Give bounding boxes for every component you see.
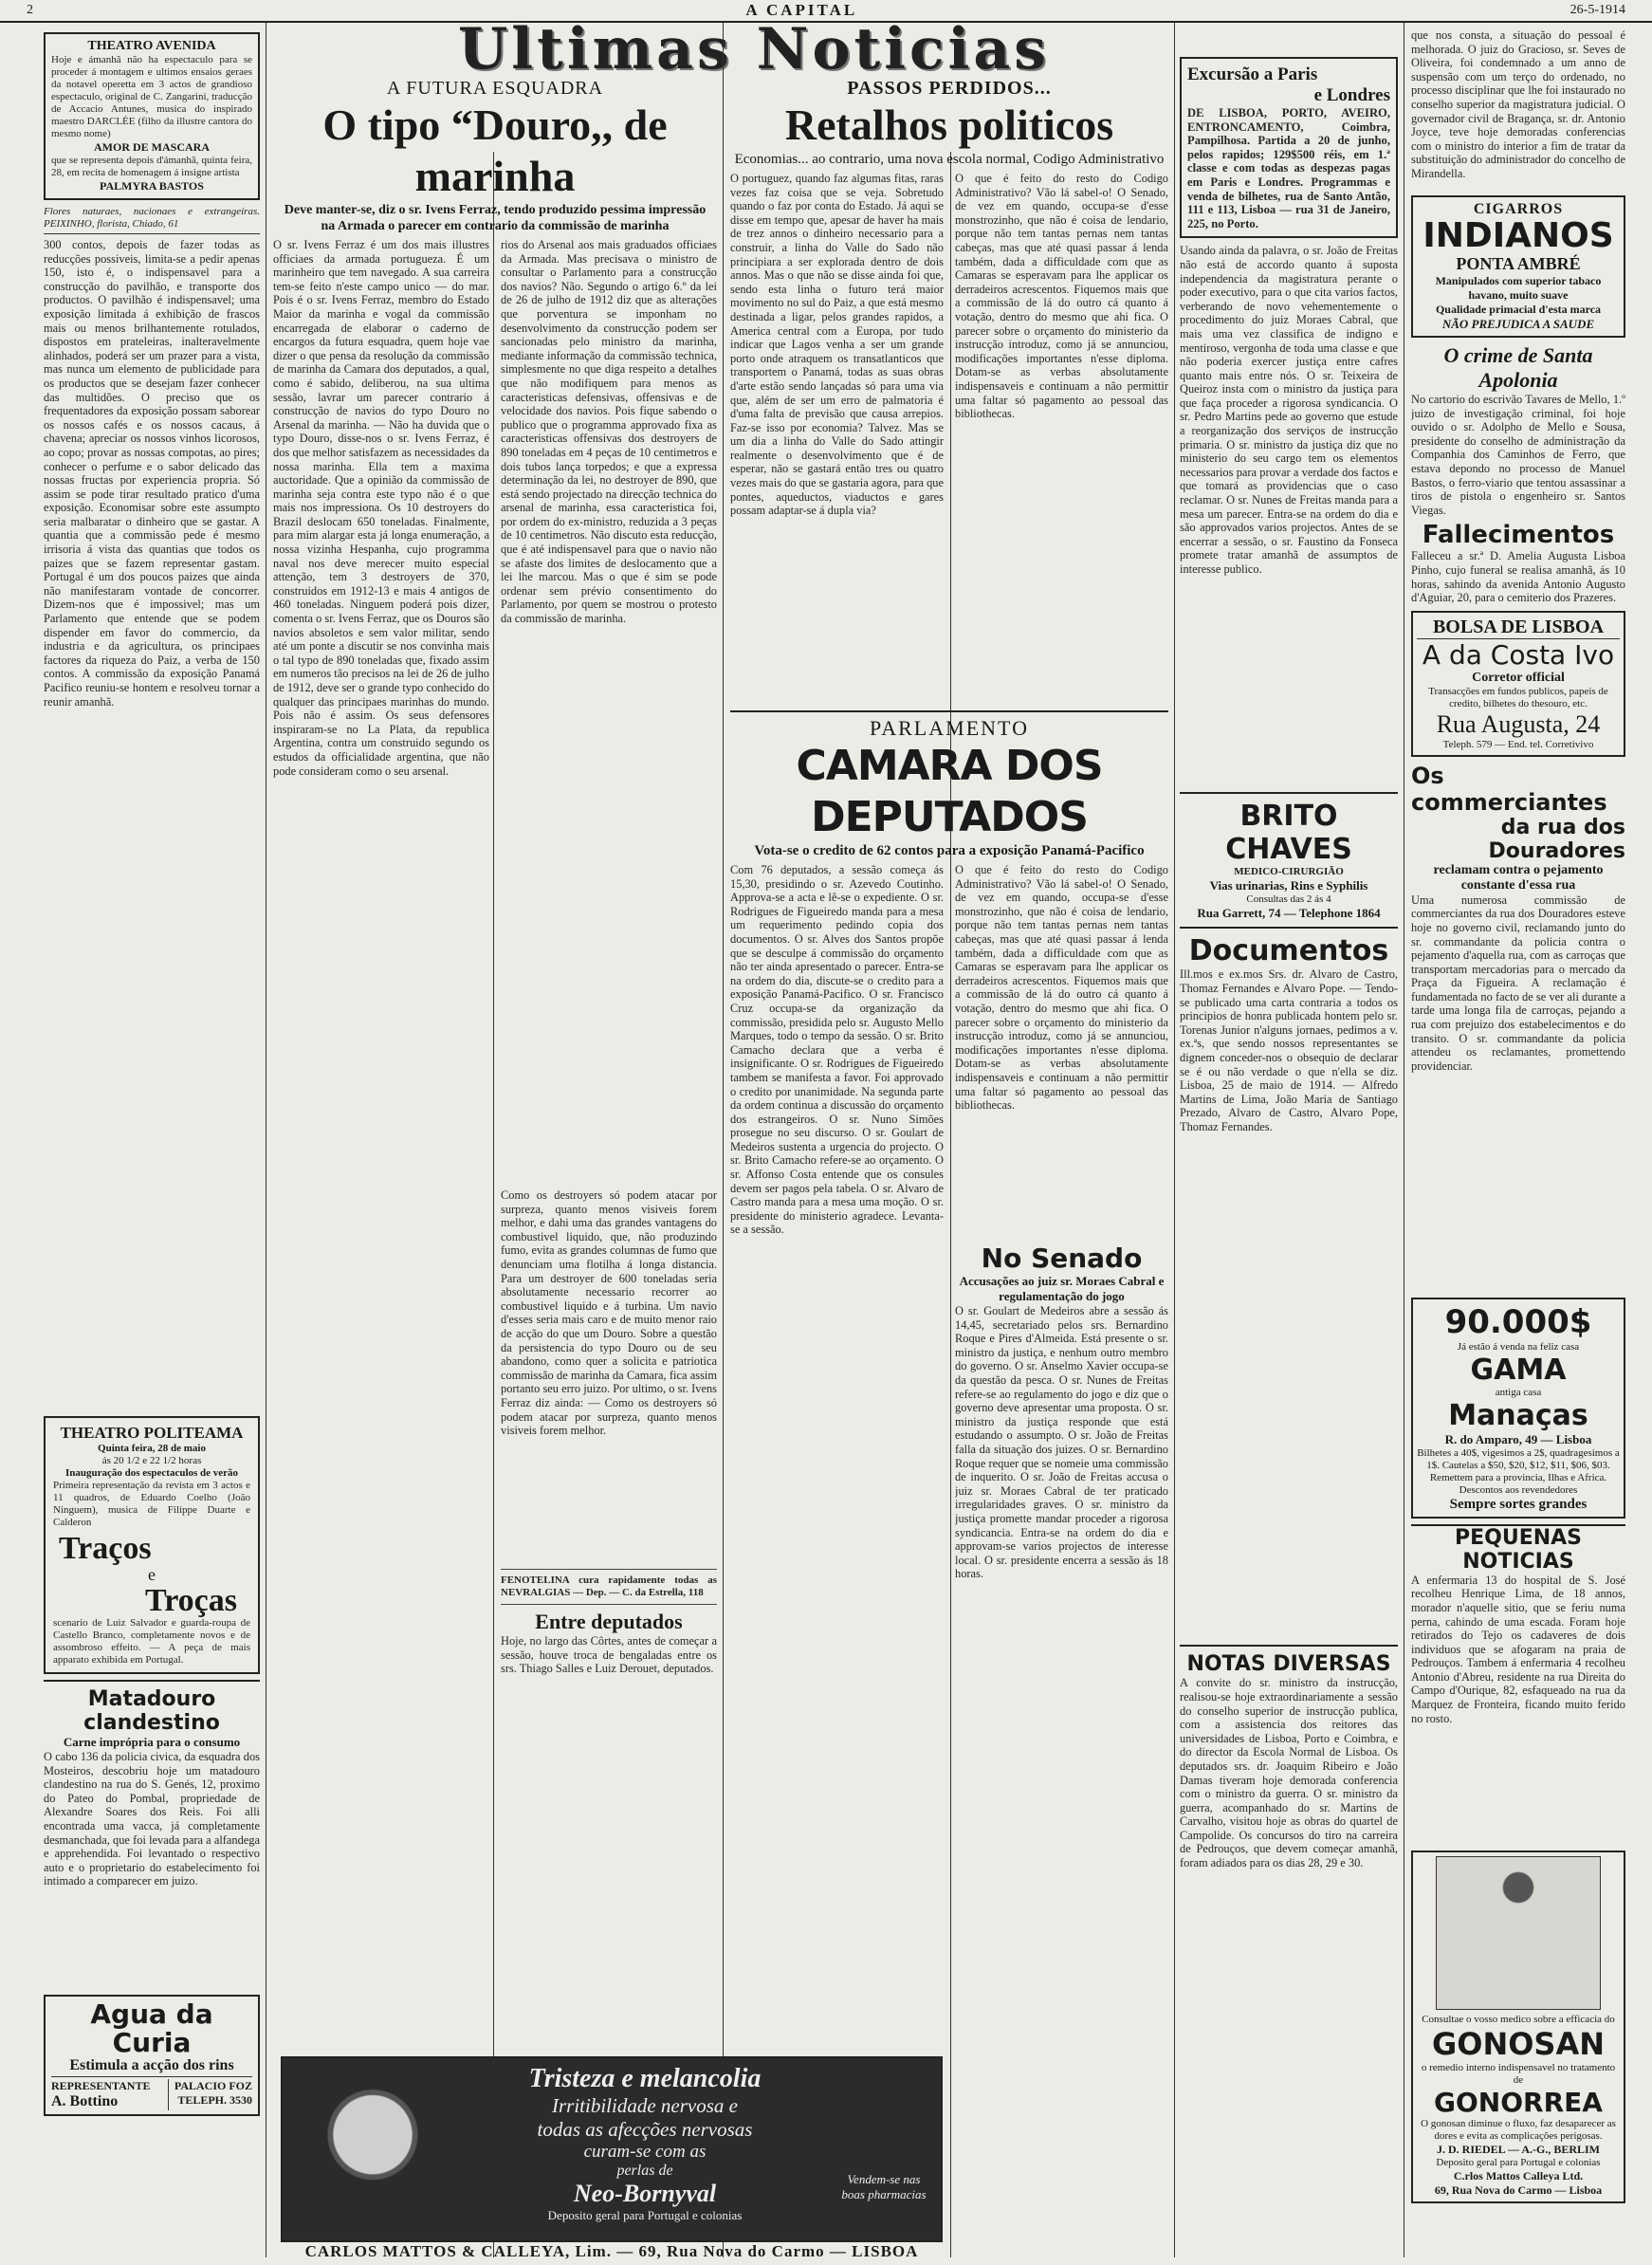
ad-subtitle: Estimula a acção dos rins <box>69 2057 234 2073</box>
ad-line: Vias urinarias, Rins e Syphilis <box>1209 878 1368 893</box>
matadouro-text: O cabo 136 da policia civica, da esquadra dos Mosteiros, descobriu hoje um matadouro clandestino na rua do S. Genés, 12, proximo do Pateo do Pombal, propriedade de Alexandre Soares dos Reis. Foi alli encontrada uma vacca, já completamente desmanchada, que foi levada para a alfandega e apprehendida. Foi levantado o respectivo auto e o proprietario do estabelecimento foi intimado a comparecer em juizo. <box>44 1750 260 1888</box>
woman-portrait-icon <box>283 2058 463 2240</box>
parlamento-kicker: PARLAMENTO <box>730 710 1168 741</box>
ad-line: Remettem para a provincia, Ilhas e Africa. <box>1429 1471 1607 1483</box>
cigarros-ad <box>1411 195 1625 338</box>
show-title-2: e <box>148 1565 156 1584</box>
page-date: 26-5-1914 <box>1569 3 1625 17</box>
ad-line: perlas de <box>616 2163 673 2179</box>
ad-line: Teleph. 579 — End. tel. Corretivivo <box>1442 738 1594 750</box>
section-title: Ultimas Noticias <box>457 16 1050 83</box>
show-name: AMOR DE MASCARA <box>94 140 210 154</box>
ad-title: e Londres <box>1313 85 1390 105</box>
ad-text: Hoje e ámanhã não ha espectaculo para se proceder á montagem e ultimos ensaios geraes da notavel operetta em 3 actos de grandioso espectaculo, original de C. Zangarini, traducção de Accacio Antunes, musica do inspirado maestro DARCLÉE (filho da illustre cantora do mesmo nome) <box>51 54 252 139</box>
ad-title: Agua da Curia <box>90 1998 213 2058</box>
article-title: O tipo “Douro,, de marinha <box>322 101 668 200</box>
ad-line: BOLSA DE LISBOA <box>1417 617 1620 639</box>
show-title-1: Traços <box>59 1531 152 1566</box>
bolsa-ad <box>1411 611 1625 757</box>
show-title-3: Troças <box>145 1583 237 1618</box>
camara-title: CAMARA DOS DEPUTADOS <box>796 742 1103 841</box>
santa-apolonia-text: No cartorio do escrivão Tavares de Mello, 1.º juizo de investigação criminal, foi hoje ouvido o sr. Adolpho de Mello e Sousa, presidente do conselho de administração da Companhia dos Caminhos de Ferro, que estava depondo no processo de Manuel Bastos, o ferro-viario que tentou assassinar a tiros de pistola o engenheiro sr. Santos Viegas. <box>1411 393 1625 517</box>
article-text: 300 contos, depois de fazer todas as reducções possiveis, limita-se a pedir apenas 150, isto é, o indispensavel para a construcção do pavilhão, e transporte dos productos. O pavilhão é indispensavel; uma exposição limitada á exhibição de frascos mais ou menos brilhantemente rotulados, dispostos em prateleiras, inalteravelmente alinhados, poderá ser um prazer para a vista, mas nunca um elemento de publicidade para os productos que se desejam fazer conhecer das multidões. O preciso que os frequentadores da exposição possam saborear os nossos cafés e os nossos cacaus, á chavena; apreciar os nossos vinhos licorosos, ao copo; provar as nossas compotas, ao pires; conhecer o perfume e o sabor delicado das nossas fructas por experiencia propria. Só assim se pode tirar resultado pratico d'uma exposição. Economisar sobre este assumpto seria malbaratar o dinheiro que se gastar. A quantia que a commissão pede é mesmo irrisoria á vista das quantias que todos os paizes que se fazem representar gastam. Portugal é um dos poucos paizes que ainda não manifestaram vontade de concorrer. Dizem-nos que é impossivel; mas um Parlamento que entende que se podem dispender em favor do commercio, da industria e da agricultura, os principaes factores da riqueza do Paiz, a verba de 150 contos. A commissão da exposição Panamá Pacifico reuniu-se hontem e resolveu tornar a reunir amanhã. <box>44 238 260 709</box>
ad-text: Primeira representação da revista em 3 actos e 11 quadros, de Eduardo Coelho (João Ninguem), musica de Filippe Duarte e Calderon <box>53 1480 250 1528</box>
fallecimentos-text: Falleceu a sr.ª D. Amelia Augusta Lisboa Pinho, cujo funeral se realisa amanhã, ás 10 horas, sahindo da avenida Antonio Augusto d'Aguiar, 20, para o cemiterio dos Prazeres. <box>1411 549 1625 605</box>
ad-line: Consultae o vosso medico sobre a efficacia do <box>1422 2013 1615 2025</box>
ad-line: GONORREA <box>1434 2086 1603 2118</box>
ad-title: THEATRO POLITEAMA <box>60 1424 244 1442</box>
ad-times: ás 20 1/2 e 22 1/2 horas <box>101 1455 202 1466</box>
ad-line: J. D. RIEDEL — A.-G., BERLIM <box>1436 2142 1601 2156</box>
senado-continuation: Usando ainda da palavra, o sr. João de Freitas não está de accordo quanto á suposta independencia da magistratura perante o poder executivo, para o que cita varios factos, verberando de novo vehementemente o procedimento do juiz Moraes Cabral, que mais uma vez classifica de indigno e mentiroso, vergonha de toda uma classe e que não poderia exercer justiça entre cafres quanto mais entre nós. O sr. Teixeira de Queiroz insta com o ministro da justiça para que faça proceder a rigorosa syndicancia. O sr. Pedro Martins pede ao governo que estude a reorganização dos serviços de instrucção primaria. O sr. ministro da justiça diz que no ministerio do seu cargo tem os elementos necessarios para provar a verdade dos factos e que tomará as providencias que o caso reclamar. O sr. Nunes de Freitas manda para a mesa um parecer. Entra-se na ordem do dia e são approvados varios projectos. Antes de se encerrar a sessão, o sr. Faustino da Fonseca promete tratar amanhã de assumptos de interesse publico. <box>1180 244 1398 576</box>
ad-line: Descontos aos revendedores <box>1459 1483 1578 1496</box>
shop-name: Manaças <box>1448 1398 1588 1432</box>
ad-line: Corretor official <box>1472 670 1565 685</box>
ad-line: o remedio interno indispensavel no tratamento de <box>1421 2061 1616 2086</box>
ad-line: antiga casa <box>1495 1386 1542 1398</box>
article-body-col-b: rios do Arsenal aos mais graduados officiaes da Armada. Mas precisava o ministro de consultar o Parlamento para a construcção dos navios? Não. Segundo o artigo 6.º da lei de 26 de julho de 1912 diz que as alterações que porventura se imponham no desenvolvimento da construcção podem ser sancionadas pelo ministro da marinha, mediante informação da commissão technica, simplesmente no que diga respeito a detalhes que não modifiquem para menos as caracteristicas defensivas, offensivas e de velocidade dos navios. Pois fique sabendo o publico que o programma approvado fixa as caracteristicas offensivas dos destroyers de 890 toneladas em 4 peças de 10 centimetros e dois tubos lança torpedos; e que a expressa determinação da lei, no destroyer de 890, que está sendo projectado na direcção technica do arsenal de marinha, essa caracteristica foi, por ordem do ex-ministro, reduzida a 3 peças de 10 centimetros. Não discuto esta reducção, que é até indispensavel para que o navio não se afaste dos limites de deslocamento que a lei lhe marcou. Mas o que é sim se pode ordenar sem prévio consentimento do Parlamento, por quem se mostrou o protesto da commissão de marinha. <box>501 238 717 626</box>
gonosan-ad <box>1411 1851 1625 2203</box>
ad-text: DE LISBOA, PORTO, AVEIRO, ENTRONCAMENTO, Coimbra, Pampilhosa. Partida a 20 de junho, pelos rapidos; 129$500 réis, em 1.ª classe e com todas as despezas pagas em Paris e Londres. Programmas e venda de bilhetes, rua de Santo Antão, 111 e 113, Lisboa — rua 31 de Janeiro, 225, no Porto. <box>1187 106 1390 230</box>
santa-apolonia-title: O crime de Santa Apolonia <box>1443 343 1593 392</box>
pequenas-text: A enfermaria 13 do hospital de S. José recolheu Henrique Lima, de 18 annos, morador n'aquelle sitio, que se feriu numa perna, cahindo de uma escada. Foram hoje retirados do Tejo os cadaveres de dois individuos que se afogaram na praia de Pedrouços. Tambem á enfermaria 4 recolheu Antonio d'Abreu, residente na rua Direita do Campo d'Ourique, 82, esfaqueado na rua da Marquez de Fronteira, ficando muito ferido no rosto. <box>1411 1573 1625 1725</box>
article-kicker: PASSOS PERDIDOS... <box>847 78 1052 99</box>
column-5 <box>1180 57 1398 2259</box>
article-deck: Economias... ao contrario, uma nova escola normal, Codigo Administrativo <box>734 152 1165 167</box>
main-article-retalhos <box>730 78 1168 2259</box>
article-deck: Deve manter-se, diz o sr. Ivens Ferraz, tendo produzido pessima impressão na Armada o parecer em contrario da commissão de marinha <box>284 203 707 233</box>
artist-name: PALMYRA BASTOS <box>100 179 204 193</box>
article-body-col-b: O que é feito do resto do Codigo Administrativo? Vão lá sabel-o! O Senado, de vez em quando, occupa-se d'esse monstrozinho, que não é coisa de lendario, porque não tem tantas pernas nem tantas cabeças, mas que até quasi passar á lenda também, dada a difficuldade com que as Camaras se esperavam para lhe applicar os derradeiros acrescentos. Fiquemos mais que a commissão de lá do outro cá quanto á votação, dentro do mesmo que ahi fica. O parecer sobre o orçamento do ministerio da instrucção introduz, como já se annunciou, modificações importantes n'esse diploma. Dotam-se as verbas absolutamente indispensaveis e continuam a não permittir uma faltar só pagamento ao pessoal das bibliothecas. <box>955 172 1168 421</box>
ad-footer: CARLOS MATTOS & CALLEYA, Lim. — 69, Rua Nova do Carmo — LISBOA <box>304 2242 919 2260</box>
article-body-col-a: O portuguez, quando faz algumas fitas, raras vezes faz coisa que se veja. Sobretudo quando o faz por conta do Estado. Já aqui se disse em tempo que, apesar de haver ha mais de trez annos o dinheiro necessario para a construir, a linha do Valle do Sado não principiara a ser explorada dentro de dois annos. Mas o que não se disse ainda foi que, sendo esta linha o futuro terá maior movimento no sul do Paiz, a que está mesmo destinada a ligar, pelos grandes rapidos, a America central com a Europa, por tudo indicar que Lagos venha a ser um grande porto onde atraquem os transatlanticos que transportem o Panamá, todas as suas obras d'arte estão sendo lançadas só para uma via que, além de ser um erro de palmatoria é d'uma falta de previsão que causa arrepios. Faz-se isso por economia? Talvez. Mas se um dia a linha do Valle do Sado attingir realmente o desenvolvimento que é de esperar, não se gastará então tres ou quatro vezes mais do que se gastaria agora, para que pontes, aqueductos, viaductos e gares possam adaptar-se á dupla via? <box>730 172 944 518</box>
ad-line: Deposito geral para Portugal e colonias <box>547 2208 743 2222</box>
article-body-col-c: Como os destroyers só podem atacar por surpreza, quanto menos visiveis forem melhor, e dahi uma das grandes vantagens do combustivel liquido, que, não produzindo fumo, evita as grandes columnas de fumo que denunciam uma flotilha á longa distancia. Para um destroyer de 600 toneladas seria absolutamente necessario recorrer ao combustivel liquido e á turbina. Um navio d'esses seria mais caro e de muito menor raio de acção do que um Douro. Sobre a questão da persistencia do typo Douro ou de seu abandono, como quer a solicita e patriotica commissão de marinha da Camara, fica assim portanto seu erro juizo. Por ultimo, o sr. Ivens Ferraz diz ainda: — Como os destroyers só podem atacar por surpreza, quanto menos visiveis forem melhor. <box>501 1188 717 1438</box>
page-number: 2 <box>27 3 33 17</box>
ad-line: C.rlos Mattos Calleya Ltd. <box>1453 2168 1584 2182</box>
address: PALACIO FOZ <box>174 2079 252 2092</box>
matadouro-title: Matadouro clandestino <box>83 1687 220 1735</box>
camara-deck: Vota-se o credito de 62 contos para a exposição Panamá-Pacifico <box>754 843 1145 858</box>
ad-line: Manipulados com superior tabaco havano, muito suave <box>1435 274 1602 302</box>
ad-line: Rua Augusta, 24 <box>1436 709 1601 738</box>
commerciantes-title: Os commerciantes <box>1411 762 1607 816</box>
broker-name: A da Costa Ivo <box>1422 638 1615 671</box>
column-1 <box>44 32 260 2259</box>
article-body-col-a: O sr. Ivens Ferraz é um dos mais illustres officiaes da armada portugueza. É um marinheiro que tem navegado. A sua carreira tem-se feito n'este campo unico — do mar. Pois é o sr. Ivens Ferraz, membro do Estado Maior da marinha e vogal da commissão encarregada de elaborar o caderno de encargos da futura esquadra, quem hoje vae dizer o que pensa da resolução da commissão de marinha da Camara dos deputados, a qual, como é sabido, deliberou, na sua ultima sessão, lavrar um parecer contrario á construcção de navios do typo Douro no Arsenal da marinha. — Não ha duvida que o typo Douro, disse-nos o sr. Ivens Ferraz, é dos que melhor satisfazem as necessidades da nossa marinha. Ella tem a maxima auctoridade. Que a opinião da commissão de marinha seja contra este typo não é o que mais nos impressiona. Os 10 destroyers do Brazil deslocam 650 toneladas. Finalmente, para mim alargar esta já longa enumeração, a nossa vizinha Hespanha, cujo programma naval nos deve merecer muito especial attenção, tem 3 destroyers de 370, construidos em 1912-13 e mais 4 antigos de 460 toneladas. Ninguem poderá pois dizer, comenta o sr. Ivens Ferraz, que os Douros são navios absoletos e sem valor militar, sendo até um ponte a discutir se nos convinha mais o tal typo de 890 toneladas que, fixado assim em numeros tão precisos na lei de 26 de julho de 1912, deve ser o grande typo conhecido do qualquer das principaes marinhas do mundo. Pois não é assim. Os seus defensores inspiraram-se no La Plata, da republica Argentina, contra um construido segundo os estudos da officialidade argentina, que não pode consideram como o seu arsenal. <box>273 238 489 778</box>
ad-line: Sempre sortes grandes <box>1449 1496 1588 1512</box>
ad-line: R. do Amparo, 49 — Lisboa <box>1444 1431 1592 1446</box>
notas-text: A convite do sr. ministro da instrucção, realisou-se hoje extraordinariamente a sessão do conselho superior de instrucção publica, com a assistencia dos reitores das universidades de Lisboa, Porto e Coimbra, e do director da Escola Normal de Lisboa. Os deputados srs. dr. Joaquim Ribeiro e João Damas tiveram hoje demorada conferencia com o ministro da guerra. O sr. ministro da guerra, acompanhado do sr. Martins de Carvalho, visitou hoje as obras do quartel de Campolide. Os concursos do tiro na carreira de Pedrouços, que devem começar amanhã, foram adiados para os dias 28, 29 e 30. <box>1180 1676 1398 1870</box>
main-article-douro <box>273 78 717 2259</box>
ad-line: CIGARROS <box>1473 201 1564 217</box>
ad-line: MEDICO-CIRURGIÃO <box>1234 866 1344 878</box>
fenotelina-ad: FENOTELINA cura rapidamente todas as NEVRALGIAS — Dep. — C. da Estrella, 118 <box>501 1574 717 1598</box>
ad-text: que se representa depois d'ámanhã, quinta feira, 28, em recita de homenagem á insigne artista <box>51 155 252 178</box>
product-name: GONOSAN <box>1431 2025 1606 2062</box>
column-rule <box>723 23 724 2257</box>
agua-curia-ad <box>44 1995 260 2116</box>
product-name: Neo-Bornyval <box>573 2180 717 2207</box>
notas-title: NOTAS DIVERSAS <box>1186 1652 1391 1677</box>
ad-line: Rua Garrett, 74 — Telephone 1864 <box>1197 906 1381 921</box>
documentos-title: Documentos <box>1188 934 1389 968</box>
rep-label: REPRESENTANTE <box>51 2079 151 2092</box>
pequenas-title: PEQUENAS NOTICIAS <box>1411 1524 1625 1574</box>
camara-text: Com 76 deputados, a sessão começa ás 15,30, presidindo o sr. Azevedo Coutinho. Approva-se a acta e lê-se o expediente. O sr. Rodrigues de Figueiredo manda para a mesa um requerimento pedindo copia dos documentos. O sr. Alves dos Santos propõe que se desculpe á commissão do orçamento não ter ainda apresentado o parecer. Entra-se na ordem do dia, discute-se o credito para a exposição Panamá-Pacifico. O sr. Francisco Cruz occupa-se da organização da commissão, presidida pelo sr. Augusto Mello Marques, todo o tempo da sessão. O sr. Brito Camacho declara que a verba é insignificante. O sr. Rodrigues de Figueiredo tambem se manifesta a favor. Foi approvado o credito por unanimidade. Na segunda parte da ordem continua a discussão do orçamento dos estrangeiros. O sr. Nuno Simões prosegue no seu discurso. O sr. Goulart de Medeiros sustenta a urgencia do projecto. O sr. Brito Camacho refere-se ao orçamento. O sr. Affonso Costa entende que os consules devem ser pagos pela tabela. O sr. Alvaro de Castro manda para a mesa uma moção. O sr. presidente do ministerio agradece. Levanta-se a sessão. <box>730 863 944 1237</box>
ad-text: scenario de Luiz Salvador e guarda-roupa de Castello Branco, completamente novos e de assombroso effeito. — A peça de mais apparato exhibida em Portugal. <box>53 1617 250 1666</box>
fallecimentos-title: Fallecimentos <box>1422 521 1615 550</box>
column-6 <box>1411 28 1625 2259</box>
ad-line: Vendem-se nas <box>847 2172 921 2186</box>
entre-deputados-text: Hoje, no largo das Côrtes, antes de começar a sessão, houve troca de bengaladas entre os srs. Thiago Salles e Luiz Derouet, deputados. <box>501 1634 717 1676</box>
masthead: A CAPITAL <box>745 1 858 19</box>
entre-deputados-title: Entre deputados <box>535 1610 683 1633</box>
politeama-ad <box>44 1416 260 1674</box>
commerciantes-deck: reclamam contra o pejamento constante d'essa rua <box>1433 862 1604 893</box>
news-text: que nos consta, a situação do pessoal é melhorada. O juiz do Gracioso, sr. Seves de Oliveira, foi condemnado a um anno de suspensão com um terço do ordenado, no processo disciplinar que lhe foi instaurado no conselho superior da magistratura judicial. O governador civil de Bragança, sr. dr. Antonio Joyce, teve hoje demoradas conferencias com o ministro do interior a fim de tratar da substituição do administrador do concelho de Mirandella. <box>1411 28 1625 180</box>
shop-name: GAMA <box>1470 1353 1567 1387</box>
flowers-ad: Flores naturaes, nacionaes e extrangeiras. PEIXINHO, florista, Chiado, 61 <box>44 206 260 234</box>
ad-title: Excursão a Paris <box>1187 64 1318 84</box>
article-title: Retalhos politicos <box>784 101 1114 149</box>
strongman-figure-icon <box>1436 1856 1601 2010</box>
gama-ad <box>1411 1298 1625 1519</box>
ad-line: Qualidade primacial d'esta marca <box>1435 303 1602 316</box>
article-kicker: A FUTURA ESQUADRA <box>386 78 604 99</box>
camara-text-cont: O que é feito do resto do Codigo Administrativo? Vão lá sabel-o! O Senado, de vez em quando, occupa-se d'esse monstrozinho, que não é coisa de lendario, porque não tem tantas pernas nem tantas cabeças, mas que até quasi passar á lenda também, dada a difficuldade com que as Camaras se esperavam para lhe applicar os derradeiros acrescentos. Fiquemos mais que a commissão de lá do outro cá quanto á votação, dentro do mesmo que ahi fica. O parecer sobre o orçamento do ministerio da instrucção introduz, como já se annunciou, modificações importantes n'esse diploma. Dotam-se as verbas absolutamente indispensaveis e continuam a não permittir uma faltar só pagamento ao pessoal das bibliothecas. <box>955 863 1168 1113</box>
ad-line: Transacções em fundos publicos, papeis de credito, bilhetes do thesouro, etc. <box>1428 685 1608 709</box>
ad-subtitle: Inauguração dos espectaculos de verão <box>64 1467 239 1479</box>
commerciantes-text: Uma numerosa commissão de commerciantes da rua dos Douradores esteve hoje no governo civil, reclamando junto do sr. commandante da policia contra o pejamento d'aquella rua, com as carroças que transportam mercadorias para o mercado da Praça da Figueira. A reclamação é fundamentada no facto de se ver ali durante a tarde uma longa fila de carroças, pejando a rua com prejuizo dos estabelecimentos e do transito. O sr. commandante da policia attendeu os reclamantes, promettendo providenciar. <box>1411 893 1625 1073</box>
rep-name: A. Bottino <box>51 2093 119 2109</box>
ad-line: Bilhetes a 40$, vigesimos a 2$, quadragesimos a 1$. Cautelas a $50, $20, $12, $11, $06, $03. <box>1417 1446 1620 1471</box>
phone: TELEPH. 3530 <box>177 2093 252 2107</box>
ad-line: Deposito geral para Portugal e colonias <box>1436 2156 1601 2168</box>
ad-line: Consultas das 2 ás 4 <box>1246 893 1331 906</box>
prize-amount: 90.000$ <box>1444 1302 1592 1341</box>
ad-line: PONTA AMBRÉ <box>1456 254 1581 273</box>
documentos-text: Ill.mos e ex.mos Srs. dr. Alvaro de Castro, Thomaz Fernandes e Alvaro Pope. — Tendo-se publicado uma carta contraria a todos os principios de honra publicada hontem pelo sr. Torenas Junior n'alguns jornaes, pedimos a v. ex.ªs, que sendo nossos representantes se dignem conceder-nos o obsequio de declarar se é ou não verdade o que n'ella se diz. Lisboa, 25 de maio de 1914. — Alfredo Martins de Lima, João Maria de Santiago Prezado, Alvaro de Castro, Alvaro Pope, Thomaz Fernandes. <box>1180 967 1398 1133</box>
ad-line: Já estão á venda na feliz casa <box>1457 1340 1580 1353</box>
ad-line: Irritibilidade nervosa e <box>552 2094 738 2117</box>
senado-deck: Accusações ao juiz sr. Moraes Cabral e regulamentação do jogo <box>959 1274 1165 1303</box>
brito-chaves-name: BRITO CHAVES <box>1225 800 1352 867</box>
ad-title: THEATRO AVENIDA <box>87 39 216 53</box>
ad-line: NÃO PREJUDICA A SAUDE <box>1441 317 1595 331</box>
ad-line: boas pharmacias <box>841 2187 927 2201</box>
commerciantes-title: da rua dos Douradores <box>1488 815 1625 863</box>
brand-name: INDIANOS <box>1423 216 1614 255</box>
column-rule <box>1174 23 1175 2257</box>
ad-line: Tristeza e melancolia <box>528 2064 762 2093</box>
ad-line: curam-se com as <box>583 2142 707 2162</box>
ad-line: O gonosan diminue o fluxo, faz desaparecer as dores e evita as complicações perigosas. <box>1421 2117 1616 2142</box>
ad-line: todas as afecções nervosas <box>537 2118 753 2141</box>
ad-date: Quinta feira, 28 de maio <box>98 1443 206 1454</box>
senado-text: O sr. Goulart de Medeiros abre a sessão ás 14,45, secretariado pelos srs. Bernardino Roque e Pires d'Almeida. Está presente o sr. ministro da justiça, e nenhum outro membro do governo. O sr. Anselmo Xavier occupa-se da questão da pesca. O sr. Nunes de Freitas refere-se ao regulamento do jogo e diz que o governo deve apresentar uma proposta. O sr. ministro da justiça responde que está estudando o assumpto. O sr. João de Freitas falla da situação dos juizes. O sr. Bernardino Roque requer que se nomeie uma commissão de inquerito. O sr. João de Freitas accusa o juiz sr. Moraes Cabral de ter praticado irregularidades graves. O sr. ministro da justiça promette mandar proceder a rigorosa syndicancia. Entra-se na ordem do dia e approvam-se varios projectos de interesse local. O sr. presidente encerra a sessão ás 18 horas. <box>955 1304 1168 1581</box>
ad-line: 69, Rua Nova do Carmo — Lisboa <box>1434 2182 1603 2197</box>
theatro-avenida-ad <box>44 32 260 200</box>
excursao-ad <box>1180 57 1398 238</box>
matadouro-subtitle: Carne imprópria para o consumo <box>63 1735 241 1749</box>
senado-title: No Senado <box>981 1243 1143 1274</box>
